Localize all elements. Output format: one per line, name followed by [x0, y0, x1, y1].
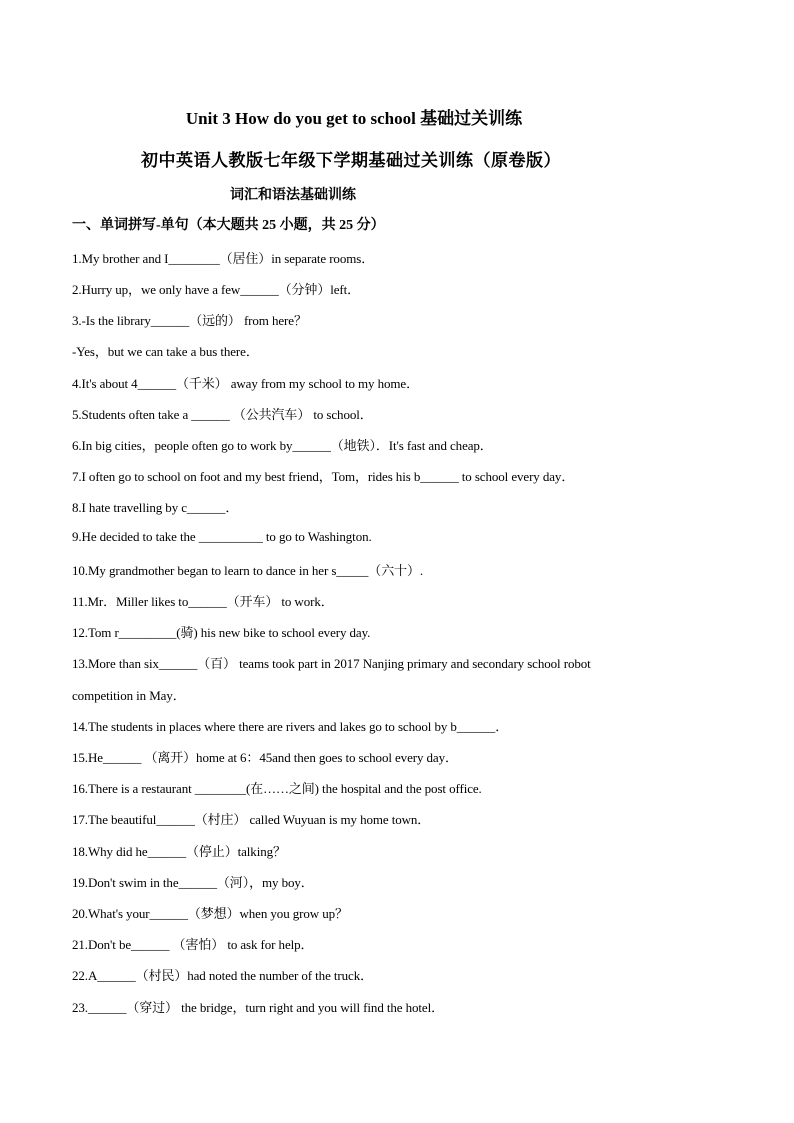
question-line: 23.______（穿过） the bridge，turn right and you will find the hotel． — [72, 1000, 444, 1015]
question-line: 13.More than six______（百） teams took part in 2017 Nanjing primary and secondary school robot — [72, 656, 591, 671]
question-line: 22.A______（村民）had noted the number of the truck． — [72, 968, 374, 983]
document-title: Unit 3 How do you get to school 基础过关训练 — [185, 109, 523, 128]
question-line: 1.My brother and I________（居住）in separate rooms． — [72, 251, 375, 266]
question-line: 8.I hate travelling by c______． — [72, 500, 239, 515]
question-line: 17.The beautiful______（村庄） called Wuyuan is my home town． — [72, 812, 431, 827]
document-subtitle: 初中英语人教版七年级下学期基础过关训练（原卷版） — [141, 151, 561, 170]
question-line: 12.Tom r_________(骑) his new bike to school every day. — [72, 625, 371, 640]
question-line: 6.In big cities，people often go to work by______（地铁）．It's fast and cheap． — [72, 438, 493, 453]
section-heading: 词汇和语法基础训练 — [230, 188, 356, 203]
question-line: 5.Students often take a ______ （公共汽车） to school． — [72, 407, 373, 422]
question-line: 20.What's your______（梦想）when you grow up？ — [72, 906, 348, 921]
question-line: 16.There is a restaurant ________(在……之间) the hospital and the post office. — [72, 781, 482, 796]
question-line: 3.-Is the library______（远的） from here？ — [72, 313, 307, 328]
question-line: 19.Don't swim in the______（河），my boy． — [72, 875, 314, 890]
question-line: 2.Hurry up，we only have a few______（分钟）left． — [72, 282, 361, 297]
question-line: 11.Mr．Miller likes to______（开车） to work． — [72, 594, 334, 609]
question-line: 15.He______ （离开）home at 6：45and then goes to school every day． — [72, 750, 458, 765]
question-line: 9.He decided to take the __________ to go to Washington. — [72, 529, 372, 544]
question-line: competition in May． — [72, 688, 186, 703]
question-line: 7.I often go to school on foot and my best friend，Tom，rides his b______ to school every day． — [72, 469, 575, 484]
question-line: -Yes，but we can take a bus there． — [72, 344, 259, 359]
question-line: 4.It's about 4______（千米） away from my school to my home． — [72, 376, 419, 391]
question-line: 18.Why did he______（停止）talking？ — [72, 844, 286, 859]
question-line: 21.Don't be______ （害怕） to ask for help． — [72, 937, 314, 952]
question-line: 10.My grandmother began to learn to dance in her s_____（六十）. — [72, 563, 424, 578]
part-heading: 一、单词拼写-单句（本大题共 25 小题，共 25 分） — [72, 218, 385, 233]
question-line: 14.The students in places where there are rivers and lakes go to school by b______． — [72, 719, 509, 734]
